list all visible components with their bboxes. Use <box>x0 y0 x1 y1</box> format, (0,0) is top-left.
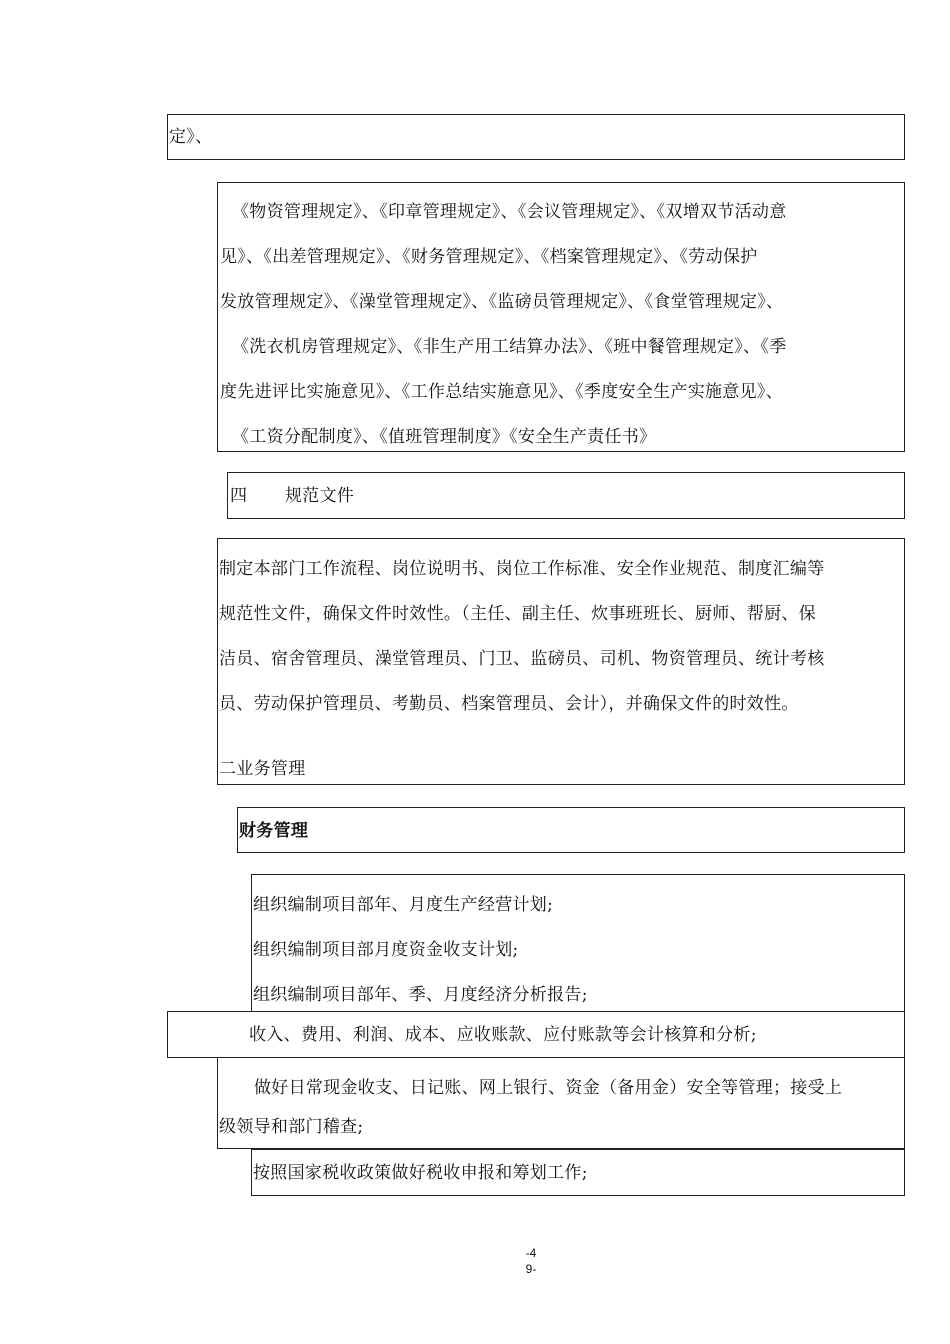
section4-heading-box <box>227 472 905 519</box>
tax-item: 按照国家税收政策做好税收申报和筹划工作; <box>253 1163 588 1183</box>
cash-item-line: 做好日常现金收支、日记账、网上银行、资金（备用金）安全等管理；接受上 <box>254 1078 843 1098</box>
page-number-line2: 9- <box>525 1262 537 1276</box>
regulation-line: 《物资管理规定》、《印章管理规定》、《会议管理规定》、《双增双节活动意 <box>232 202 787 222</box>
accounting-item: 收入、费用、利润、成本、应收账款、应付账款等会计核算和分析; <box>249 1025 757 1045</box>
section4-title: 规范文件 <box>285 486 355 506</box>
part2-title: 二业务管理 <box>219 759 306 779</box>
finance-title: 财务管理 <box>239 821 309 841</box>
fragment-box <box>167 114 905 160</box>
regulations-box <box>217 182 905 452</box>
regulation-line: 《洗衣机房管理规定》、《非生产用工结算办法》、《班中餐管理规定》、《季 <box>232 337 787 357</box>
cash-box <box>217 1057 905 1149</box>
finance-item: 组织编制项目部年、月度生产经营计划; <box>253 895 554 915</box>
regulation-line: 度先进评比实施意见》、《工作总结实施意见》、《季度安全生产实施意见》、 <box>220 382 783 402</box>
section4-body-line: 规范性文件，确保文件时效性。（主任、副主任、炊事班班长、厨师、帮厨、保 <box>219 604 816 624</box>
finance-item: 组织编制项目部月度资金收支计划; <box>253 940 519 960</box>
section4-body-box <box>217 538 905 785</box>
accounting-box <box>167 1011 905 1058</box>
finance-items-box <box>251 874 905 1022</box>
regulation-line: 发放管理规定》、《澡堂管理规定》、《监磅员管理规定》、《食堂管理规定》、 <box>220 292 784 312</box>
section4-body-line: 员、劳动保护管理员、考勤员、档案管理员、会计），并确保文件的时效性。 <box>219 694 799 714</box>
finance-heading-box <box>237 807 905 853</box>
tax-box <box>251 1149 905 1196</box>
top-fragment: 定》、 <box>169 127 213 147</box>
cash-item-line: 级领导和部门稽查; <box>219 1117 364 1137</box>
finance-item: 组织编制项目部年、季、月度经济分析报告; <box>253 985 588 1005</box>
section4-body-line: 洁员、宿舍管理员、澡堂管理员、门卫、监磅员、司机、物资管理员、统计考核 <box>219 649 825 669</box>
section4-body-line: 制定本部门工作流程、岗位说明书、岗位工作标准、安全作业规范、制度汇编等 <box>219 559 825 579</box>
page-number-line1: -4 <box>525 1246 537 1260</box>
section4-number: 四 <box>230 486 248 506</box>
regulation-line: 《工资分配制度》、《值班管理制度》《安全生产责任书》 <box>232 427 657 447</box>
regulation-line: 见》、《出差管理规定》、《财务管理规定》、《档案管理规定》、《劳动保护 <box>220 247 758 267</box>
